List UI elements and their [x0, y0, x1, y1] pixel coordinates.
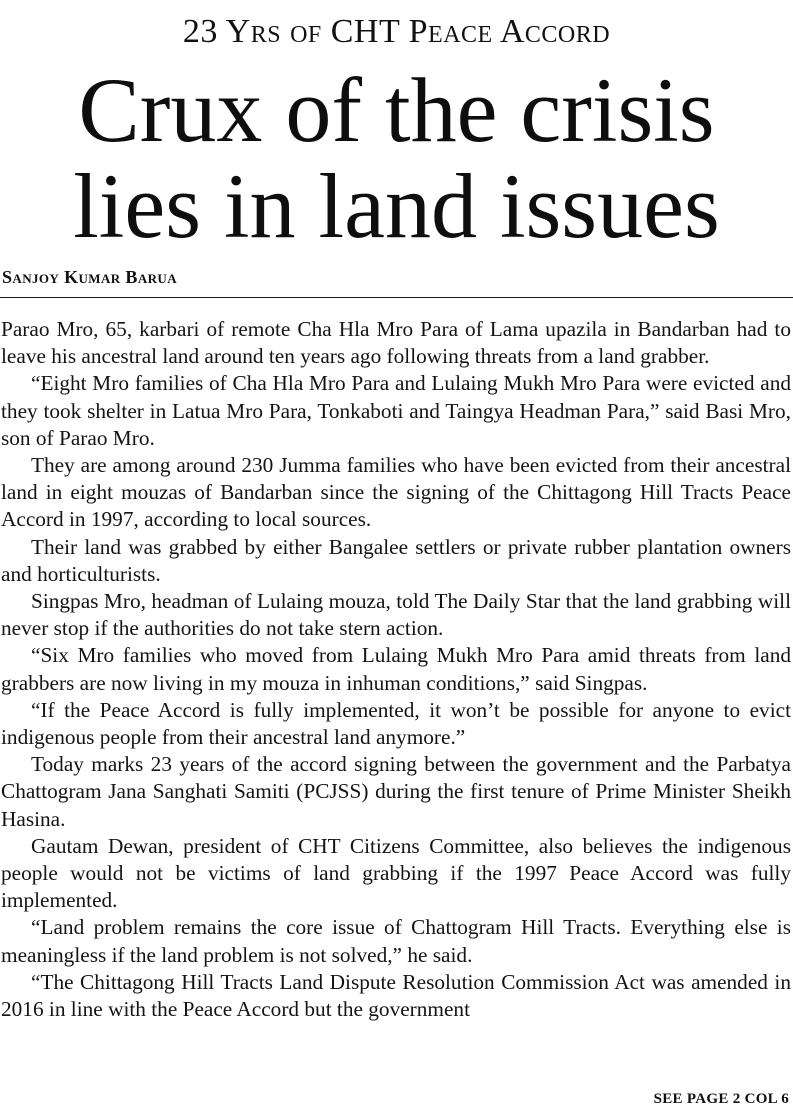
headline: [0, 59, 793, 257]
article-body: [1, 316, 791, 1023]
paragraph: “The Chittagong Hill Tracts Land Dispute Resolution Commission Act was amended in 2016 in line with the Peace Accord but the government: [1, 969, 791, 1022]
paragraph: Singpas Mro, headman of Lulaing mouza, told The Daily Star that the land grabbing will never stop if the authorities do not take stern action.: [1, 589, 791, 641]
continuation-note[interactable]: SEE PAGE 2 COL 6: [653, 1091, 789, 1107]
paragraph: “Six Mro families who moved from Lulaing Mukh Mro Para amid threats from land grabbers are now living in my mouza in inhuman conditions,” said Singpas.: [1, 643, 791, 695]
paragraph: They are among around 230 Jumma families who have been evicted from their ancestral land in eight mouzas of Bandarban since the signing of the Chittagong Hill Tracts Peace Accord in 1997, according to local sources.: [1, 453, 791, 532]
paragraph: Gautam Dewan, president of CHT Citizens Committee, also believes the indigenous people would not be victims of land grabbing if the 1997 Peace Accord was fully implemented.: [1, 833, 791, 913]
kicker: 23 Yrs of CHT Peace Accord: [182, 13, 611, 50]
divider: [0, 297, 793, 298]
paragraph: “Eight Mro families of Cha Hla Mro Para and Lulaing Mukh Mro Para were evicted and they took shelter in Latua Mro Para, Tonkaboti and Taingya Headman Para,” said Basi Mro, son of Parao Mro.: [1, 371, 791, 450]
paragraph: “If the Peace Accord is fully implemented, it won’t be possible for anyone to evict indigenous people from their ancestral land anymore.”: [1, 697, 791, 750]
headline-line-1: Crux of the crisis: [78, 59, 715, 161]
paragraph: Their land was grabbed by either Bangalee settlers or private rubber plantation owners and horticulturists.: [1, 534, 791, 586]
paragraph: Parao Mro, 65, karbari of remote Cha Hla Mro Para of Lama upazila in Bandarban had to leave his ancestral land around ten years ago following threats from a land grabber.: [1, 317, 791, 369]
byline: Sanjoy Kumar Barua: [2, 267, 177, 287]
paragraph: “Land problem remains the core issue of Chattogram Hill Tracts. Everything else is meaningless if the land problem is not solved,” he said.: [1, 915, 791, 967]
paragraph: Today marks 23 years of the accord signing between the government and the Parbatya Chattogram Jana Sanghati Samiti (PCJSS) during the first tenure of Prime Minister Sheikh Hasina.: [1, 752, 791, 831]
headline-line-2: lies in land issues: [73, 155, 720, 257]
